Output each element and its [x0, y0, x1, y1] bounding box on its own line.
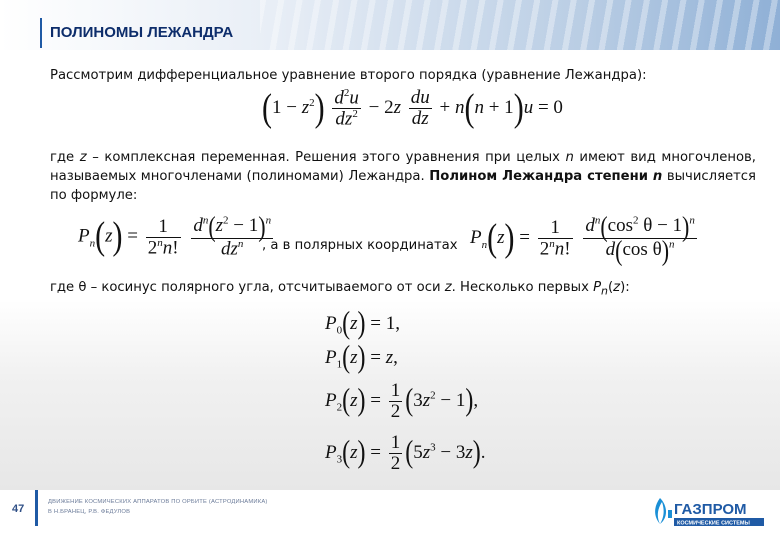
- polynomial-p3: $P_3(z)$ = $\frac{1}{2}$ $(5z^3 - 3z)$.: [325, 432, 486, 474]
- rodrigues-formula-polar: $P_n(z)$ = $\frac{1}{2^nn!}$ $\frac{d^n(\cos^2 \theta - 1)^n}{d(\cos \theta)^n}$: [470, 210, 695, 267]
- footer-accent-bar: [35, 490, 38, 526]
- slide-title: ПОЛИНОМЫ ЛЕЖАНДРА: [50, 24, 234, 41]
- polynomial-p2: $P_2(z)$ = $\frac{1}{2}$ $(3z^2 - 1)$,: [325, 380, 479, 422]
- header-wave-decor: [260, 0, 780, 50]
- footer-line-1: ДВИЖЕНИЕ КОСМИЧЕСКИХ АППАРАТОВ ПО ОРБИТЕ (АСТРОДИНАМИКА): [48, 499, 268, 505]
- paragraph-definition: где z – комплексная переменная. Решения этого уравнения при целых n имеют вид многочленов, называемых многочленами (полиномами) Лежандра. Полином Лежандра степени n вычисляется по формуле:: [50, 150, 756, 203]
- paragraph-polynomials: где θ – косинус полярного угла, отсчитываемого от оси z. Несколько первых $P_n(z)$:: [50, 280, 630, 298]
- intro-text: Рассмотрим дифференциальное уравнение второго порядка (уравнение Лежандра):: [50, 68, 647, 83]
- legendre-equation: $(1 - z^2)$ $\frac{d^2u}{dz^2}$ − 2z $\frac{du}{dz}$ + n(n + 1)u = 0: [262, 86, 563, 130]
- logo-subtitle: КОСМИЧЕСКИЕ СИСТЕМЫ: [677, 520, 750, 527]
- rodrigues-formula: $P_n(z)$ = $\frac{1}{2^nn!}$ $\frac{d^n(z^2 - 1)^n}{dz^n}$: [78, 210, 272, 260]
- polar-coordinates-text: , а в полярных координатах: [262, 238, 458, 253]
- header-accent-line: [40, 18, 42, 48]
- footer-caption: [48, 497, 268, 517]
- polynomial-p0: $P_0(z) = 1$,: [325, 306, 400, 341]
- page-number: 47: [12, 503, 25, 515]
- logo-text: ГАЗПРОМ: [674, 501, 747, 518]
- polynomial-p1: $P_1(z) = z$,: [325, 340, 398, 375]
- footer-line-2: В Н.БРАНЕЦ, Р.В. ФЕДУЛОВ: [48, 509, 131, 515]
- gazprom-logo: [650, 494, 768, 530]
